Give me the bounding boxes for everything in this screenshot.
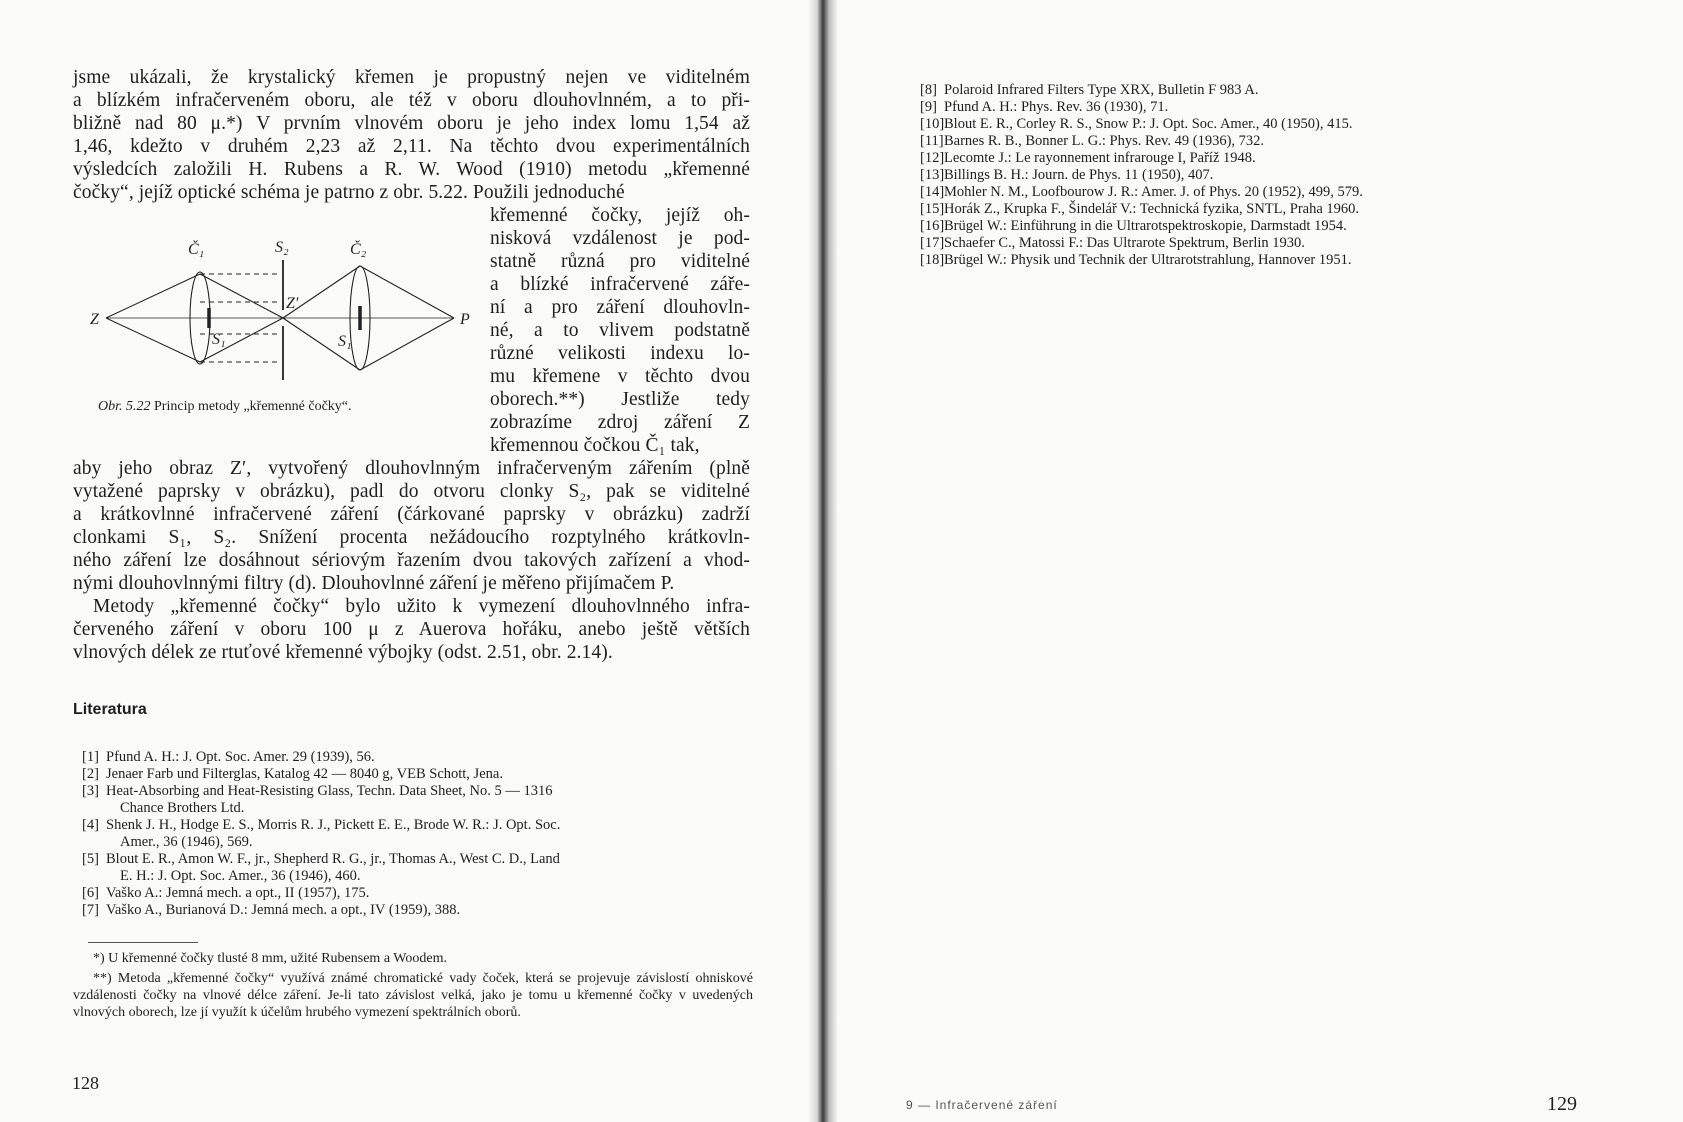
text-line: vlnových délek ze rtuťové křemenné výbojky (odst. 2.51, obr. 2.14). (73, 642, 613, 663)
text-line: statně různá pro viditelné (490, 251, 750, 272)
text-line: zobrazíme zdroj záření Z (490, 412, 750, 433)
reference-list-right (920, 82, 1540, 269)
reference-text: Brügel W.: Physik und Technik der Ultrarotstrahlung, Hannover 1951. (944, 252, 1352, 268)
caption-label: Obr. 5.22 (98, 399, 151, 414)
reference-number: [6] (82, 885, 99, 901)
paragraph-filter-method (73, 457, 750, 595)
reference-item (920, 99, 1540, 116)
label-z: Z (90, 311, 99, 328)
label-zprime: Z′ (286, 295, 299, 312)
reference-text: Polaroid Infrared Filters Type XRX, Bulletin F 983 A. (944, 82, 1259, 98)
label-s2: S₂ (275, 240, 289, 256)
label-s1-b: S₁ (338, 333, 352, 350)
reference-item (82, 766, 752, 783)
reference-item (920, 252, 1540, 269)
text-line: výsledcích založili H. Rubens a R. W. Wood (1910) metodu „křemenné (73, 159, 750, 180)
reference-item (920, 133, 1540, 150)
footnote: *) U křemenné čočky tlusté 8 mm, užité Rubensem a Woodem. (93, 951, 447, 966)
text-line: mu křemene v těchto dvou (490, 366, 750, 387)
reference-text: Schaefer C., Matossi F.: Das Ultrarote Spektrum, Berlin 1930. (944, 235, 1305, 251)
text-line: ného záření lze dosáhnout sériovým řazením dvou takových zařízení a vhod- (73, 550, 750, 571)
text-line: nisková vzdálenost je pod- (490, 228, 750, 249)
reference-item (920, 218, 1540, 235)
reference-item (920, 201, 1540, 218)
text-line: oborech.**) Jestliže tedy (490, 389, 750, 410)
reference-item (920, 235, 1540, 252)
reference-number: [1] (82, 749, 99, 765)
reference-text: Barnes R. B., Bonner L. G.: Phys. Rev. 49 (1936), 732. (944, 133, 1265, 149)
text-line: nými dlouhovlnnými filtry (d). Dlouhovlnné záření je měřeno přijímačem P. (73, 573, 675, 594)
section-heading-literature: Literatura (73, 701, 147, 718)
reference-item (920, 82, 1540, 99)
reference-text: Vaško A., Burianová D.: Jemná mech. a opt., IV (1959), 388. (106, 902, 461, 918)
reference-item (82, 783, 752, 817)
reference-number: [10] (920, 116, 945, 132)
reference-number: [7] (82, 902, 99, 918)
label-c1: Č₁ (188, 241, 205, 258)
figure-quartz-lens-diagram (88, 240, 478, 390)
reference-number: [18] (920, 252, 945, 268)
text-line: a blízkém infračerveném oboru, ale též v oboru dlouhovlnném, a to při- (73, 90, 750, 111)
paragraph-intro (73, 66, 750, 204)
text-line: vytažené paprsky v obrázku), padl do otvoru clonky S₂, pak se viditelné (73, 481, 750, 502)
text-line: jsme ukázali, že krystalický křemen je propustný nejen ve viditelném (73, 67, 750, 88)
reference-text: Billings B. H.: Journ. de Phys. 11 (1950), 407. (944, 167, 1214, 183)
reference-text: Vaško A.: Jemná mech. a opt., II (1957), 175. (106, 885, 370, 901)
text-line: aby jeho obraz Z′, vytvořený dlouhovlnným infračerveným zářením (plně (73, 458, 750, 479)
footnote: **) Metoda „křemenné čočky“ využívá známé chromatické vady čoček, která se projevuje závislostí ohniskové vzdálenosti čočky na vlnové délce záření. Je-li tato závislost velká, jako je tomu u křemenné čočky v uvedených vlnových oborech, lze jí využít k účelům hrubého vymezení spektrálních oborů. (73, 971, 753, 1020)
text-line: červeného záření v oboru 100 μ z Auerova hořáku, anebo ještě větších (73, 619, 750, 640)
reference-text: Amer., 36 (1946), 569. (120, 834, 253, 850)
reference-text: Horák Z., Krupka F., Šindelář V.: Technická fyzika, SNTL, Praha 1960. (944, 201, 1360, 217)
text-line: clonkami S₁, S₂. Snížení procenta nežádoucího rozptylného krátkovln- (73, 527, 750, 548)
text-line: křemennou čočkou Č₁ tak, (490, 435, 700, 456)
reference-text: Lecomte J.: Le rayonnement infrarouge I, Paříž 1948. (944, 150, 1256, 166)
paragraph-beside-figure (490, 204, 750, 457)
page-number-right: 129 (1547, 1093, 1577, 1115)
reference-item (920, 150, 1540, 167)
reference-text: Shenk J. H., Hodge E. S., Morris R. J., Pickett E. E., Brode W. R.: J. Opt. Soc. (106, 817, 561, 833)
figure-caption (98, 399, 352, 415)
reference-text: Heat-Absorbing and Heat-Resisting Glass, Techn. Data Sheet, No. 5 — 1316 (106, 783, 553, 799)
paragraph-usage (73, 595, 750, 664)
reference-item (920, 167, 1540, 184)
reference-number: [17] (920, 235, 945, 251)
text-line: né, a to vlivem podstatně (490, 320, 750, 341)
book-gutter (808, 0, 838, 1122)
reference-number: [3] (82, 783, 99, 799)
reference-item (82, 817, 752, 851)
reference-text: Pfund A. H.: J. Opt. Soc. Amer. 29 (1939), 56. (106, 749, 375, 765)
reference-number: [4] (82, 817, 99, 833)
reference-number: [8] (920, 82, 937, 98)
ray-solid-top-2 (200, 274, 283, 318)
text-line: a krátkovlnné infračervené záření (čárkované paprsky v obrázku) zadrží (73, 504, 750, 525)
page-number-left: 128 (72, 1073, 99, 1093)
reference-list-left (82, 749, 752, 919)
reference-text: Chance Brothers Ltd. (120, 800, 245, 816)
label-c2: Č₂ (350, 241, 367, 258)
running-footer: 9 — Infračervené záření (906, 1098, 1058, 1112)
reference-item (920, 116, 1540, 133)
reference-text: Mohler N. M., Loofbourow J. R.: Amer. J. of Phys. 20 (1952), 499, 579. (944, 184, 1363, 200)
text-line: 1,46, kdežto v druhém 2,23 až 2,11. Na těchto dvou experimentálních (73, 136, 750, 157)
reference-number: [9] (920, 99, 937, 115)
text-line: čočky“, jejíž optické schéma je patrno z obr. 5.22. Použili jednoduché (73, 182, 625, 203)
ray-solid-top-1 (106, 274, 200, 318)
ray-solid-bottom-4 (360, 318, 454, 370)
text-line: křemenné čočky, jejíž oh- (490, 205, 750, 226)
caption-text: Princip metody „křemenné čočky“. (150, 399, 352, 414)
text-line: bližně nad 80 μ.*) V prvním vlnovém oboru je jeho index lomu 1,54 až (73, 113, 750, 134)
reference-text: Brügel W.: Einführung in die Ultrarotspektroskopie, Darmstadt 1954. (944, 218, 1347, 234)
reference-text: Jenaer Farb und Filterglas, Katalog 42 — 8040 g, VEB Schott, Jena. (106, 766, 503, 782)
reference-number: [16] (920, 218, 945, 234)
text-line: a blízké infračervené záře- (490, 274, 750, 295)
reference-text: Pfund A. H.: Phys. Rev. 36 (1930), 71. (944, 99, 1169, 115)
ray-solid-top-4 (360, 266, 454, 318)
text-line: ní a pro záření dlouhovln- (490, 297, 750, 318)
reference-number: [13] (920, 167, 945, 183)
footnotes (73, 950, 753, 1024)
text-line: různé velikosti indexu lo- (490, 343, 750, 364)
reference-number: [5] (82, 851, 99, 867)
reference-number: [12] (920, 150, 945, 166)
label-p: P (460, 311, 470, 328)
reference-item (920, 184, 1540, 201)
reference-item (82, 902, 752, 919)
reference-text: E. H.: J. Opt. Soc. Amer., 36 (1946), 460. (120, 868, 361, 884)
reference-number: [2] (82, 766, 99, 782)
reference-item (82, 885, 752, 902)
reference-number: [15] (920, 201, 945, 217)
reference-text: Blout E. R., Amon W. F., jr., Shepherd R. G., jr., Thomas A., West C. D., Land (106, 851, 560, 867)
ray-solid-bottom-1 (106, 318, 200, 362)
label-s1-a: S₁ (212, 331, 226, 348)
reference-item (82, 851, 752, 885)
reference-number: [14] (920, 184, 945, 200)
reference-number: [11] (920, 133, 944, 149)
text-line: Metody „křemenné čočky“ bylo užito k vymezení dlouhovlnného infra- (93, 596, 750, 617)
reference-item (82, 749, 752, 766)
footnote-separator (88, 942, 198, 943)
reference-text: Blout E. R., Corley R. S., Snow P.: J. Opt. Soc. Amer., 40 (1950), 415. (944, 116, 1353, 132)
